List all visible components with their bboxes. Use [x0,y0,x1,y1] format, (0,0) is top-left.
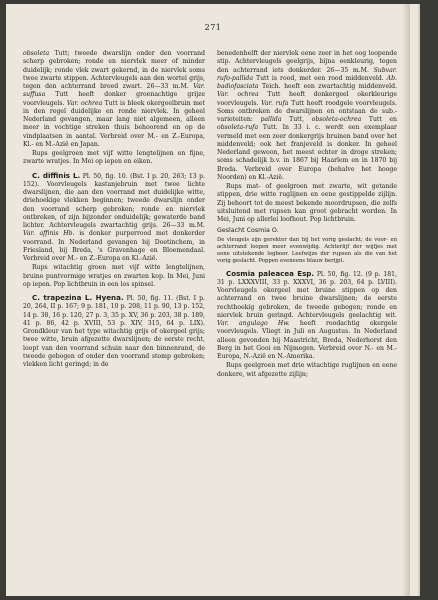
variety-name: Var. ochrea [217,91,259,99]
variety-name: pallida [260,116,282,123]
continued-paragraph [217,50,397,182]
body-text: Tutt en [361,116,398,123]
body-text: Tutt heeft roodgele voorvleugels. Soms ontbreken de dwarslijnen en ontstaan de sub.-varieteiten: [217,99,398,123]
body-text: Tutt heeft donker groenachtige grijze voorvleugels. [23,91,205,107]
variety-name: obsoleta-rufa [217,124,259,132]
page-number: 271 [204,23,222,32]
left-column [23,50,205,370]
entry-title: C. trapezina L. Hyena. [32,293,124,302]
entry-trapezina [23,294,205,369]
entry-title: Cosmia paleacea Esp. [226,268,315,278]
variety-name: obsoleta-ochrea [311,116,362,123]
variety-name: Subvar. rufo-pallida [217,66,397,82]
body-text: Pl. 50, fig. 12. (9 p. 181, 31 p. LXXXVIII, 33 p. XXXVI, 36 p. 203, 64 p. LVIII). Voorvleugels okergeel met bruine stippen op den achterrand en twee bruine dwarslijnen; de eerste rechthoekig gebroken, de tweede gebogen; ronde en niervlek bruin geringd. Achtervleugels geelachtig wit. [217,270,397,319]
body-text: Tutt; tweede dwarslijn onder den voorrand scherp gebroken; ronde en niervlek meer of minder duidelijk; ronde vlek zwart gekernd, in de niervlek soms twee zwarte stippen. Achtervleugels aan den wortel grijs, tegen den achterrand breed zwart. 26—33 m.M. [23,50,205,90]
variety-name: Ab. badiofasciata [217,74,397,90]
body-text: Tutt, [281,116,312,123]
body-text: Tutt heeft donkergeel okerkleurige voorvleugels. [217,91,397,107]
body-text: Tutt is rood, met een rood middenveld. [253,74,387,82]
body-text: Pl. 50, fig. 10. (Bst. I p. 20, 263; 13 p. 152). Voorvleugels kastanjebruin met twee lichte dwarslijnen, die aan den voorrand met duidelijke witte, driehoekige vlekken beginnen; tweede dwarslijn onder den voorrand scherp gebroken; ronde en niervlek ontbreken, of zijn bijzonder onduidelijk; gewaterde band lichter. Achtervleugels zwartachtig grijs. 26—33 m.M. [23,172,205,229]
entry-diffinis [23,172,205,264]
right-column [217,50,397,380]
genus-name: Cosmia O. [246,227,279,235]
genus-label: Geslacht [217,227,245,235]
entry-title: C. diffinis L. [32,170,81,180]
variety-name: Var. suffusa [23,83,205,99]
caterpillar-paragraph: Rups geelgroen met vijf witte lengtelijnen en fijne, zwarte wratjes. In Mei op iepen en eiken. [23,150,205,166]
body-text: Tutt. In 33 i. c. werdt een exemplaar vermeld met een zeer donkergrijs bruinen band over het middenveld; ook het franjeveld is donker. In geheel Nederland gewoon, het meest echter in droge streken; soms schadelijk b.v. in 1867 bij Haarlem en in 1870 bij Breda. Verbreid over Europa (behalve het hooge Noorden) en Kl.-Azië. [217,124,397,181]
genus-heading [217,227,397,235]
body-text: is donker purperrood met donkerder voorrand. In Nederland gevangen bij Doetinchem, in Friesland, bij Breda, 's Gravenhage en Bloemendaal. Verbreid over M.- en Z.-Europa en Kl.-Azië. [23,230,205,262]
caterpillar-paragraph: Rups mat- of geelgroen met zwarte, wit getande stippen, drie witte ruglijnen en eene gestippelde zijlijn. Zij behoort tot de meest bekende moordrupsen, die zelfs uitsluitend met rupsen kan groot gebracht worden. In Mei, Juni op allerlei loofhout. Pop lichtbruin. [217,183,397,223]
genus-description: De vleugels zijn gerekter dan bij het vorig geslacht; de voor- en achterrand loopen meer evenwijdig. Achterlijf der wijfjes met eene uitstekende legboor. Leefwijze der rupsen als die van het vorig geslacht. Poppen eveneens blauw berijpt. [217,236,397,264]
variety-name: Var. ochrea [66,99,103,107]
variety-name: Var. affinis Hb. [23,230,75,238]
body-text: Teich. heeft een zwartachtig middenveld. [258,83,397,90]
caterpillar-paragraph: Rups geelgroen met drie witachtige ruglijnen en eene donkere, wit afgezette zijlijn; [217,362,397,378]
body-text: Tutt is bleek okergeelbruin met in den regel duidelijke en ronde niervlek. In geheel Nederland gevangen, maar lang niet algemeen, alleen meer in vochtige streken thuis behoorend en op de vindplaatsen in aantal. Verbreid over M.- en Z.-Europa, Kl.- en M.-Azië en Japan. [23,99,205,148]
entry-paleacea [217,270,397,362]
variety-name: Var. angulago Hw. [217,320,290,327]
body-text: Pl. 50, fig. 11. (Bst. I p. 20, 264, II p. 167; 9 p. 181, 10 p. 208, 11 p. 90, 13 p. 152, 14 p. 38, 16 p. 120, 27 p. 3, 35 p. XV, 36 p. 203, 38 p. 189, 41 p. 86, 42 p. XVIII, 53 p. XIV, 315, 64 p. LIX). Grondkleur van het type witachtig grijs of okergeel grijs; twee witte, bruin afgezette dwarslijnen; de eerste recht, loopt van den voorrand schuin naar den binnenrand, de tweede gebogen of onder den voorrand stomp gebroken; vlekken licht geringd; in de [23,295,205,368]
body-text: benedenhelft der niervlek eene zeer in het oog loopende stip. Achtervleugels geelgrijs, bijna eenkleurig, tegen den achterrand iets donkerder. 26—35 m.M. [217,50,397,74]
caterpillar-paragraph: Rups witachtig groen met vijf witte lengtelijnen, bruine puntvormige wratjes en zwarten kop. In Mei, Juni op iepen. Pop lichtbruin in een los spinsel. [23,264,205,288]
species-name: obsoleta [23,50,50,57]
body-text: heeft roodachtig okergele voorvleugels. Vliegt in Juli en Augustus. In Nederland alleen gevonden bij Maastricht, Breda, Nederhorst den Berg in het Gooi en Nijmegen. Verbreid over N.- en M.-Europa, N.-Azië en N.-Amerika. [217,320,397,360]
page-binding-shadow [402,4,410,596]
variety-name: Var. rufa [261,99,289,107]
book-page [6,4,420,596]
intro-paragraph [23,50,205,149]
